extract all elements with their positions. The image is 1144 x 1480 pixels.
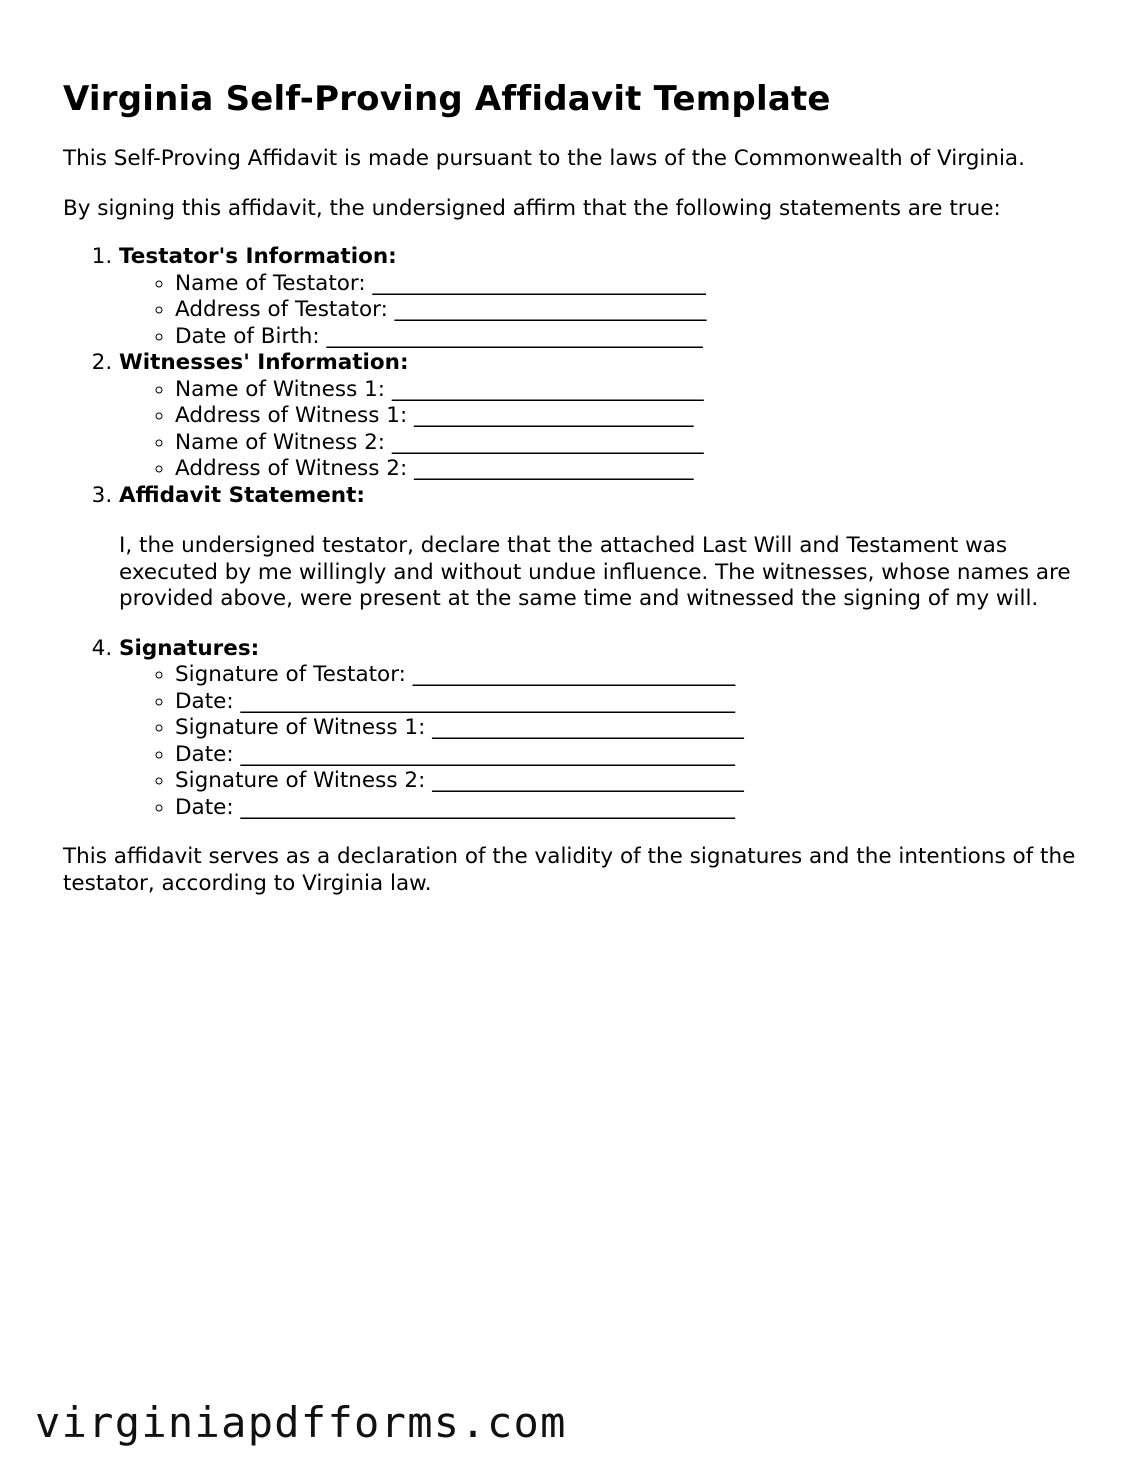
- field-signature-of-witness-2: ◦ Signature of Witness 2: _____________________________: [175, 768, 1083, 795]
- section-signatures: [119, 636, 1083, 822]
- field-date-witness-2: ◦ Date: ______________________________________________: [175, 795, 1083, 822]
- field-name-of-testator: ◦ Name of Testator: _______________________________: [175, 271, 1083, 298]
- section-heading: Signatures:: [119, 635, 260, 661]
- field-name-of-witness-1: ◦ Name of Witness 1: _____________________________: [175, 377, 1083, 404]
- field-name-of-witness-2: ◦ Name of Witness 2: _____________________________: [175, 430, 1083, 457]
- section-heading: Witnesses' Information:: [119, 350, 409, 375]
- field-date-witness-1: ◦ Date: ______________________________________________: [175, 742, 1083, 769]
- closing-paragraph: This affidavit serves as a declaration of the validity of the signatures and the intentions of the testator, according to Virginia law.: [63, 844, 1076, 896]
- field-address-of-witness-2: ◦ Address of Witness 2: __________________________: [175, 456, 1083, 483]
- field-list: [119, 271, 1083, 351]
- field-date-testator: ◦ Date: ______________________________________________: [175, 689, 1083, 716]
- intro-paragraph-2: By signing this affidavit, the undersigned affirm that the following statements are true:: [63, 195, 1001, 221]
- section-affidavit-statement: [119, 483, 1083, 613]
- field-address-of-testator: ◦ Address of Testator: _____________________________: [175, 297, 1083, 324]
- field-address-of-witness-1: ◦ Address of Witness 1: __________________________: [175, 403, 1083, 430]
- field-signature-of-witness-1: ◦ Signature of Witness 1: _____________________________: [175, 715, 1083, 742]
- intro-paragraph-1: This Self-Proving Affidavit is made pursuant to the laws of the Commonwealth of Virginia.: [63, 146, 1025, 171]
- document-page: [63, 78, 1083, 897]
- field-list: [119, 377, 1083, 483]
- section-testator-info: [119, 244, 1083, 350]
- field-signature-of-testator: ◦ Signature of Testator: ______________________________: [175, 662, 1083, 689]
- field-date-of-birth: ◦ Date of Birth: ___________________________________: [175, 324, 1083, 351]
- section-heading: Testator's Information:: [119, 244, 397, 269]
- site-watermark: virginiapdfforms.com: [35, 1398, 567, 1447]
- page-title: Virginia Self-Proving Affidavit Template: [63, 79, 831, 119]
- affidavit-sections: [63, 244, 1083, 821]
- section-witnesses-info: [119, 350, 1083, 483]
- affidavit-statement-text: I, the undersigned testator, declare that the attached Last Will and Testament was executed by me willingly and without undue influence. The witnesses, whose names are provided above, were present at the same time and witnessed the signing of my will.: [119, 533, 1071, 611]
- field-list: [119, 662, 1083, 821]
- section-heading: Affidavit Statement:: [119, 482, 365, 508]
